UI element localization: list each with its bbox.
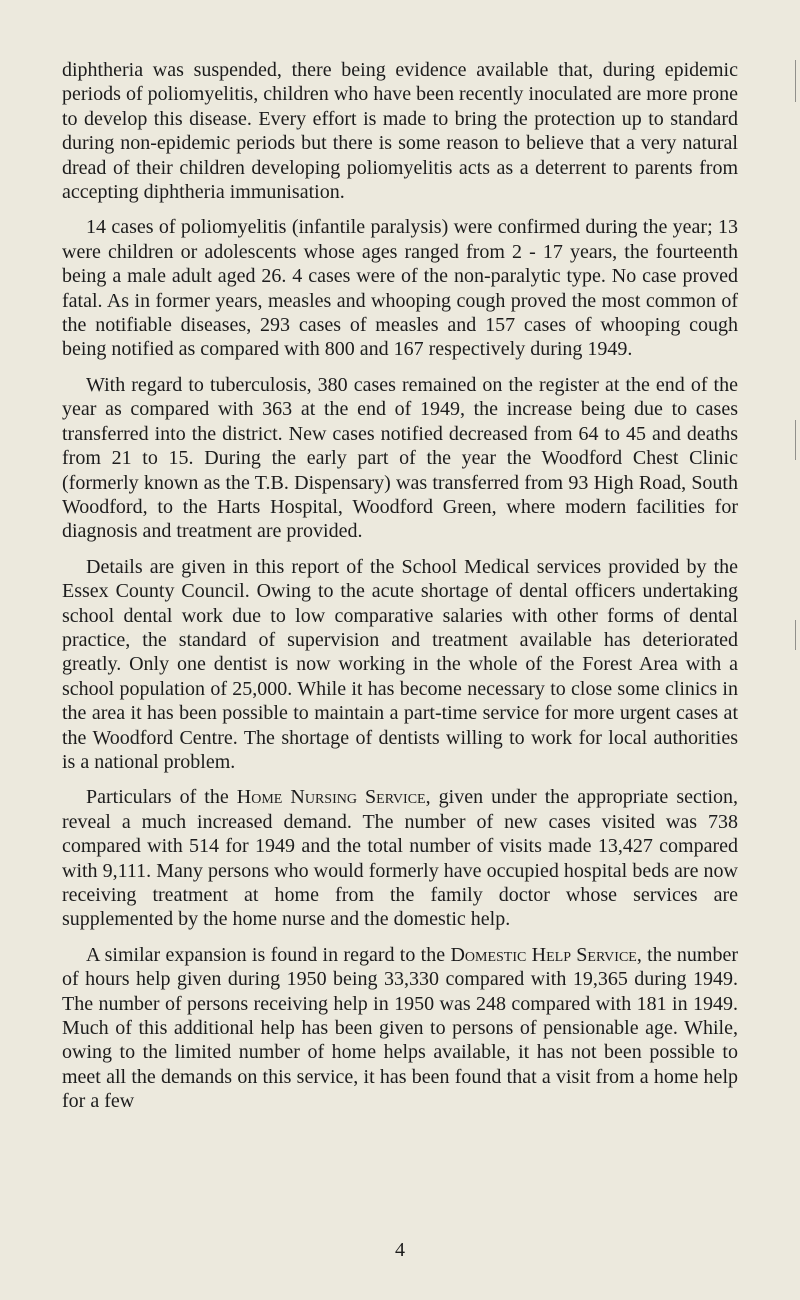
report-page-body — [62, 58, 738, 1125]
page-edge-mark — [795, 420, 796, 460]
domestic-help-service-heading: Domestic Help Service — [450, 943, 637, 966]
home-nursing-service-heading: Home Nursing Service — [236, 786, 426, 809]
paragraph-poliomyelitis-cases — [62, 215, 738, 361]
paragraph-text: diphtheria was suspended, there being evidence available that, during epidemic periods of poliomyelitis, children who have been recently inoculated are more prone to develop this disease. Every effort is made to bring the protection up to standard during non-epidemic periods but there is some reason to believe that a very natural dread of their children developing poliomyelitis acts as a deterrent to parents from accepting diphtheria immunisation. — [62, 59, 738, 204]
paragraph-text: Details are given in this report of the School Medical services provided by the Essex County Council. Owing to the acute shortage of dental officers undertaking school dental work due to low comparative salaries with other forms of dental practice, the standard of supervision and treatment available has deteriorated greatly. Only one dentist is now working in the whole of the Forest Area with a school population of 25,000. While it has become necessary to close some clinics in the area it has been possible to maintain a part-time service for more urgent cases at the Woodford Centre. The shortage of dentists willing to work for local authorities is a national problem. — [62, 555, 738, 773]
paragraph-text: , the number of hours help given during 1950 being 33,330 compared with 19,365 during 1949. The number of persons receiving help in 1950 was 248 compared with 181 in 1949. Much of this additional help has been given to persons of pensionable age. While, owing to the limited number of home helps available, it has not been possible to meet all the demands on this service, it has been found that a visit from a home help for a few — [62, 943, 738, 1113]
page-number: 4 — [395, 1239, 405, 1261]
paragraph-text: 14 cases of poliomyelitis (infantile paralysis) were confirmed during the year; 13 were children or adolescents whose ages ranged from 2 - 17 years, the fourteenth being a male adult aged 26. 4 cases were of the non-paralytic type. No case proved fatal. As in former years, measles and whooping cough proved the most common of the notifiable diseases, 293 cases of measles and 157 cases of whooping cough being notified as compared with 800 and 167 respectively during 1949. — [62, 216, 738, 361]
page-edge-mark — [795, 620, 796, 650]
paragraph-tuberculosis — [62, 373, 738, 544]
page-edge-mark — [795, 60, 796, 102]
paragraph-school-dental-services — [62, 555, 738, 775]
paragraph-text: With regard to tuberculosis, 380 cases remained on the register at the end of the year as compared with 363 at the end of 1949, the increase being due to cases transferred into the district. New cases notified decreased from 64 to 45 and deaths from 21 to 15. During the early part of the year the Woodford Chest Clinic (formerly known as the T.B. Dispensary) was transferred from 93 High Road, South Woodford, to the Harts Hospital, Woodford Green, where modern facilities for diagnosis and treatment are provided. — [62, 373, 738, 543]
paragraph-diphtheria-immunisation — [62, 58, 738, 204]
paragraph-domestic-help-service — [62, 943, 738, 1114]
paragraph-text: Particulars of the — [86, 786, 237, 809]
paragraph-text: , given under the appropriate section, reveal a much increased demand. The number of new cases visited was 738 compared with 514 for 1949 and the total number of visits made 13,427 compared with 9,111. Many persons who would formerly have occupied hospital beds are now receiving treatment at home from the family doctor whose services are supplemented by the home nurse and the domestic help. — [62, 786, 739, 931]
paragraph-home-nursing-service — [62, 785, 738, 931]
paragraph-text: A similar expansion is found in regard to the — [86, 943, 451, 966]
